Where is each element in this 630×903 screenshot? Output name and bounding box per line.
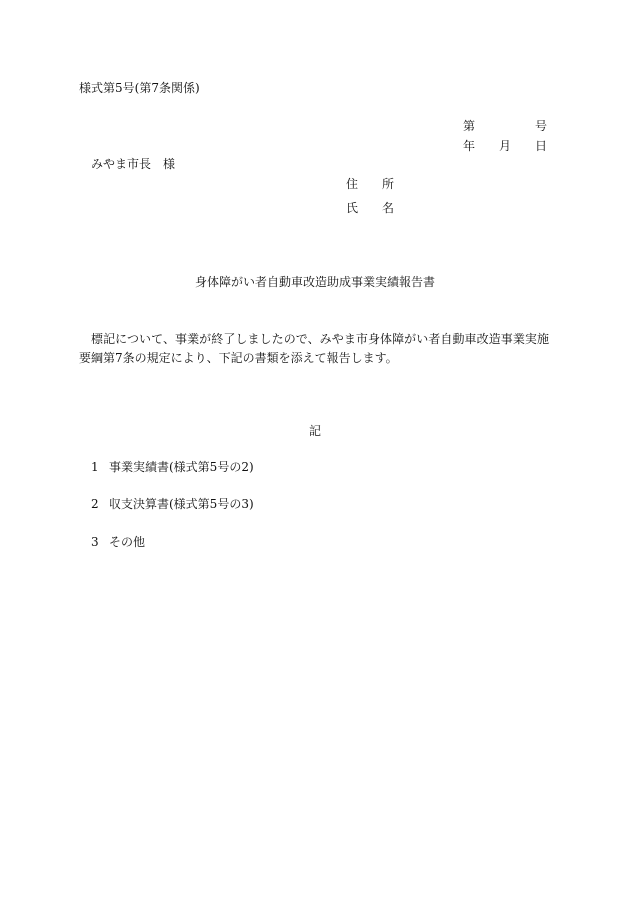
date-month-label: 月 <box>499 139 512 153</box>
addressee: みやま市長 様 <box>91 157 176 171</box>
list-item <box>91 460 254 474</box>
form-number: 様式第5号(第7条関係) <box>79 81 200 95</box>
name-label-char-2: 名 <box>382 201 395 215</box>
body-paragraph: 標記について、事業が終了しましたので、みやま市身体障がい者自動車改造事業実施要綱第7条の規定により、下記の書類を添えて報告します。 <box>79 332 549 365</box>
date-year-label: 年 <box>463 139 476 153</box>
date-day-label: 日 <box>535 139 548 153</box>
ki-heading: 記 <box>308 424 321 438</box>
address-label-char-2: 所 <box>382 177 395 191</box>
reference-number-prefix: 第 <box>463 119 476 133</box>
name-label-char-1: 氏 <box>346 201 359 215</box>
document-title: 身体障がい者自動車改造助成事業実績報告書 <box>194 275 435 289</box>
address-label <box>346 177 394 191</box>
name-label <box>346 201 394 215</box>
list-item <box>91 497 254 511</box>
list-item-text: その他 <box>109 535 146 549</box>
list-item-number: 3 <box>91 535 99 549</box>
list-item-text: 収支決算書(様式第5号の3) <box>109 497 254 511</box>
list-item-number: 1 <box>91 460 99 474</box>
list-item-text: 事業実績書(様式第5号の2) <box>109 460 254 474</box>
reference-number-suffix: 号 <box>535 119 548 133</box>
list-item <box>91 535 145 549</box>
list-item-number: 2 <box>91 497 99 511</box>
address-label-char-1: 住 <box>346 177 359 191</box>
